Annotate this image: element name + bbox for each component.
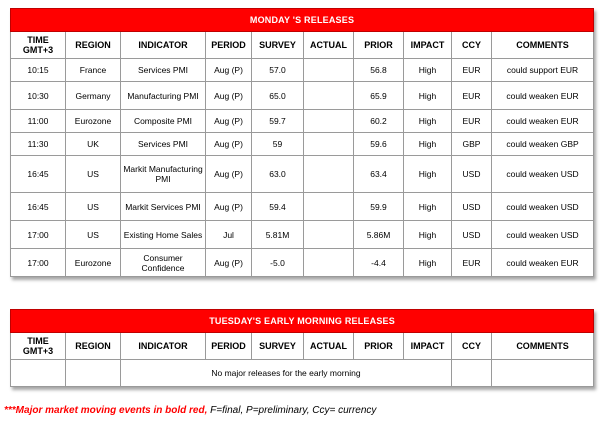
column-header: COMMENTS — [492, 32, 594, 59]
cell-impact: High — [404, 82, 452, 110]
empty-cell — [66, 360, 121, 387]
cell-prior: 59.9 — [354, 193, 404, 221]
column-header: INDICATOR — [121, 333, 206, 360]
cell-region: Eurozone — [66, 249, 121, 277]
cell-impact: High — [404, 193, 452, 221]
cell-impact: High — [404, 156, 452, 193]
cell-time: 16:45 — [11, 193, 66, 221]
cell-impact: High — [404, 221, 452, 249]
cell-survey: 57.0 — [252, 59, 304, 82]
cell-period: Jul — [206, 221, 252, 249]
column-header: PRIOR — [354, 32, 404, 59]
cell-comments: could weaken EUR — [492, 110, 594, 133]
tuesday-releases-table — [10, 309, 594, 387]
cell-region: US — [66, 156, 121, 193]
cell-period: Aug (P) — [206, 193, 252, 221]
monday-title: MONDAY 'S RELEASES — [11, 9, 594, 32]
cell-indicator: Markit Services PMI — [121, 193, 206, 221]
cell-actual — [304, 133, 354, 156]
cell-actual — [304, 110, 354, 133]
cell-indicator: Existing Home Sales — [121, 221, 206, 249]
cell-survey: 63.0 — [252, 156, 304, 193]
cell-actual — [304, 193, 354, 221]
cell-comments: could weaken USD — [492, 156, 594, 193]
cell-comments: could weaken EUR — [492, 249, 594, 277]
monday-releases-table — [10, 8, 594, 277]
empty-cell — [452, 360, 492, 387]
cell-comments: could weaken GBP — [492, 133, 594, 156]
cell-region: US — [66, 193, 121, 221]
cell-ccy: USD — [452, 156, 492, 193]
cell-region: Eurozone — [66, 110, 121, 133]
cell-ccy: USD — [452, 193, 492, 221]
footnote-legend: F=final, P=preliminary, Ccy= currency — [207, 405, 377, 416]
cell-comments: could support EUR — [492, 59, 594, 82]
empty-cell — [11, 360, 66, 387]
column-header: IMPACT — [404, 333, 452, 360]
cell-comments: could weaken EUR — [492, 82, 594, 110]
column-header: SURVEY — [252, 32, 304, 59]
cell-ccy: EUR — [452, 249, 492, 277]
cell-time: 11:00 — [11, 110, 66, 133]
cell-prior: -4.4 — [354, 249, 404, 277]
cell-period: Aug (P) — [206, 156, 252, 193]
no-releases-message: No major releases for the early morning — [121, 360, 452, 387]
column-header: IMPACT — [404, 32, 452, 59]
cell-survey: 59.7 — [252, 110, 304, 133]
cell-prior: 63.4 — [354, 156, 404, 193]
cell-comments: could weaken USD — [492, 221, 594, 249]
cell-impact: High — [404, 110, 452, 133]
cell-survey: 65.0 — [252, 82, 304, 110]
footnote-highlight: ***Major market moving events in bold red, — [4, 405, 208, 416]
table-row — [11, 193, 594, 221]
cell-actual — [304, 221, 354, 249]
cell-indicator: Composite PMI — [121, 110, 206, 133]
cell-survey: 59.4 — [252, 193, 304, 221]
column-header: TIME GMT+3 — [11, 32, 66, 59]
empty-cell — [492, 360, 594, 387]
cell-prior: 5.86M — [354, 221, 404, 249]
cell-region: Germany — [66, 82, 121, 110]
footnote — [4, 405, 376, 416]
column-header: SURVEY — [252, 333, 304, 360]
cell-indicator: Markit Manufacturing PMI — [121, 156, 206, 193]
cell-time: 10:30 — [11, 82, 66, 110]
cell-survey: 5.81M — [252, 221, 304, 249]
cell-impact: High — [404, 249, 452, 277]
monday-header-row — [11, 32, 594, 59]
column-header: CCY — [452, 32, 492, 59]
cell-period: Aug (P) — [206, 133, 252, 156]
table-row — [11, 249, 594, 277]
column-header: COMMENTS — [492, 333, 594, 360]
table-row — [11, 133, 594, 156]
table-row — [11, 110, 594, 133]
cell-impact: High — [404, 59, 452, 82]
tuesday-empty-row — [11, 360, 594, 387]
column-header: CCY — [452, 333, 492, 360]
column-header: ACTUAL — [304, 32, 354, 59]
cell-survey: -5.0 — [252, 249, 304, 277]
cell-period: Aug (P) — [206, 249, 252, 277]
column-header: REGION — [66, 32, 121, 59]
cell-actual — [304, 249, 354, 277]
column-header: PERIOD — [206, 32, 252, 59]
cell-time: 10:15 — [11, 59, 66, 82]
cell-region: UK — [66, 133, 121, 156]
table-row — [11, 59, 594, 82]
cell-time: 16:45 — [11, 156, 66, 193]
cell-ccy: GBP — [452, 133, 492, 156]
column-header: ACTUAL — [304, 333, 354, 360]
cell-ccy: EUR — [452, 82, 492, 110]
table-row — [11, 221, 594, 249]
cell-time: 11:30 — [11, 133, 66, 156]
cell-actual — [304, 82, 354, 110]
cell-indicator: Consumer Confidence — [121, 249, 206, 277]
cell-ccy: EUR — [452, 59, 492, 82]
cell-time: 17:00 — [11, 221, 66, 249]
cell-period: Aug (P) — [206, 82, 252, 110]
cell-prior: 59.6 — [354, 133, 404, 156]
cell-period: Aug (P) — [206, 110, 252, 133]
column-header: TIME GMT+3 — [11, 333, 66, 360]
tuesday-header-row — [11, 333, 594, 360]
table-row — [11, 156, 594, 193]
cell-impact: High — [404, 133, 452, 156]
column-header: INDICATOR — [121, 32, 206, 59]
cell-survey: 59 — [252, 133, 304, 156]
column-header: REGION — [66, 333, 121, 360]
cell-ccy: USD — [452, 221, 492, 249]
cell-ccy: EUR — [452, 110, 492, 133]
cell-period: Aug (P) — [206, 59, 252, 82]
monday-rows — [11, 59, 594, 277]
column-header: PRIOR — [354, 333, 404, 360]
tuesday-title: TUESDAY'S EARLY MORNING RELEASES — [11, 310, 594, 333]
cell-indicator: Services PMI — [121, 133, 206, 156]
cell-indicator: Manufacturing PMI — [121, 82, 206, 110]
cell-actual — [304, 156, 354, 193]
cell-actual — [304, 59, 354, 82]
cell-comments: could weaken USD — [492, 193, 594, 221]
cell-indicator: Services PMI — [121, 59, 206, 82]
table-row — [11, 82, 594, 110]
cell-prior: 65.9 — [354, 82, 404, 110]
cell-region: US — [66, 221, 121, 249]
cell-prior: 60.2 — [354, 110, 404, 133]
cell-prior: 56.8 — [354, 59, 404, 82]
cell-region: France — [66, 59, 121, 82]
cell-time: 17:00 — [11, 249, 66, 277]
column-header: PERIOD — [206, 333, 252, 360]
